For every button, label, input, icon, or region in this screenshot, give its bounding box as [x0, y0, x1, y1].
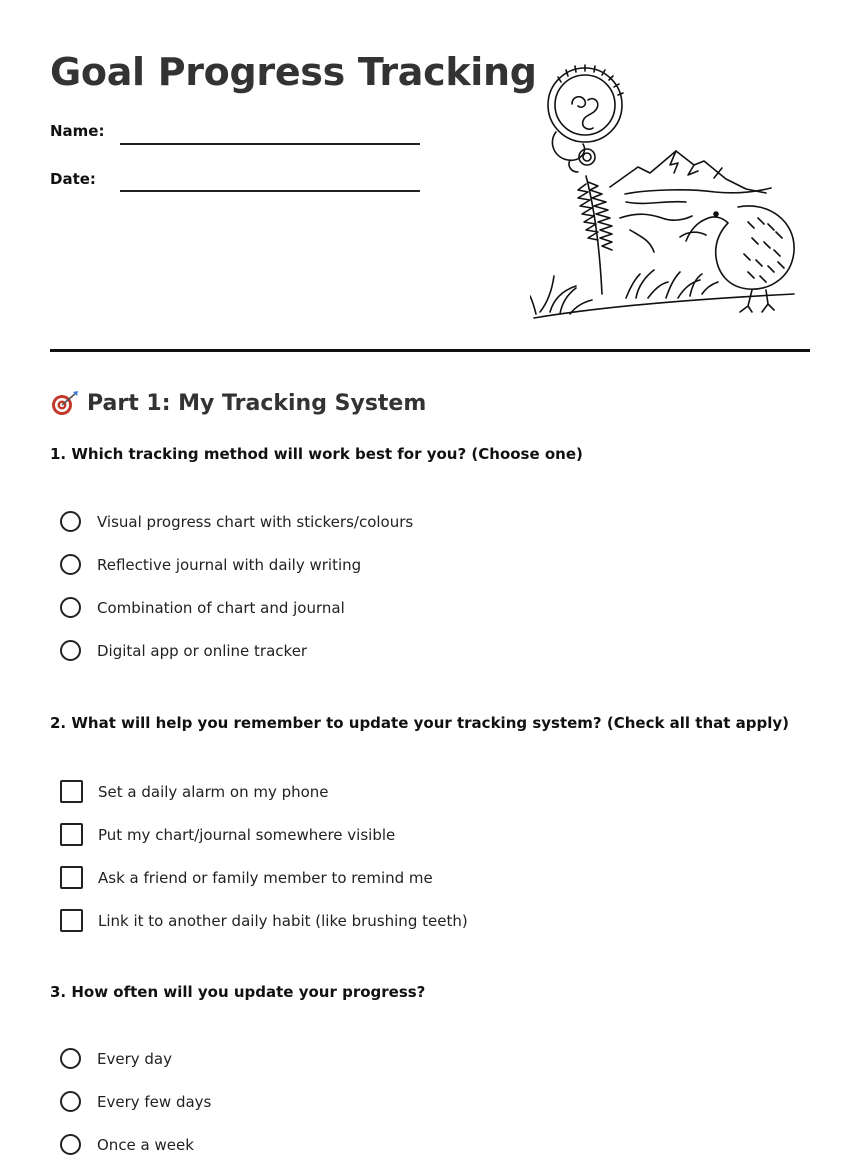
- q2-option-2[interactable]: [60, 823, 395, 846]
- option-label: Ask a friend or family member to remind me: [98, 868, 433, 887]
- option-label: Digital app or online tracker: [97, 641, 308, 660]
- option-label: Put my chart/journal somewhere visible: [98, 825, 396, 844]
- option-label: Combination of chart and journal: [97, 598, 345, 617]
- radio-button[interactable]: [60, 1048, 81, 1069]
- part1-title: [50, 390, 426, 416]
- q3-option-3[interactable]: [60, 1134, 194, 1155]
- option-label: Reflective journal with daily writing: [97, 555, 362, 574]
- q1-option-4[interactable]: [60, 640, 307, 661]
- q1-option-3[interactable]: [60, 597, 345, 618]
- date-label: Date:: [50, 170, 96, 188]
- q1-option-2[interactable]: [60, 554, 361, 575]
- kiwi-mountains-illustration: [530, 62, 802, 324]
- checkbox[interactable]: [60, 823, 83, 846]
- checkbox[interactable]: [60, 780, 83, 803]
- koru-icon: [548, 65, 623, 172]
- name-field[interactable]: [120, 143, 420, 145]
- q2-option-4[interactable]: [60, 909, 468, 932]
- radio-button[interactable]: [60, 554, 81, 575]
- q2-option-3[interactable]: [60, 866, 433, 889]
- q3-option-1[interactable]: [60, 1048, 172, 1069]
- part1-title-text: Part 1: My Tracking System: [87, 390, 427, 416]
- q1-option-1[interactable]: [60, 511, 413, 532]
- section-divider: [50, 349, 810, 352]
- q2-option-1[interactable]: [60, 780, 329, 803]
- radio-button[interactable]: [60, 1134, 81, 1155]
- option-label: Once a week: [97, 1135, 194, 1154]
- name-label: Name:: [50, 122, 105, 140]
- question-3: 3. How often will you update your progress?: [50, 983, 426, 1001]
- date-field[interactable]: [120, 190, 420, 192]
- option-label: Every few days: [97, 1092, 212, 1111]
- option-label: Link it to another daily habit (like brushing teeth): [98, 911, 468, 930]
- fern-icon: [578, 176, 612, 294]
- radio-button[interactable]: [60, 1091, 81, 1112]
- mountains-icon: [610, 151, 771, 252]
- radio-button[interactable]: [60, 640, 81, 661]
- grass-icon: [530, 270, 794, 318]
- question-2: 2. What will help you remember to update your tracking system? (Check all that apply): [50, 714, 790, 732]
- question-1: 1. Which tracking method will work best for you? (Choose one): [50, 445, 583, 463]
- kiwi-bird-icon: [686, 206, 794, 312]
- checkbox[interactable]: [60, 909, 83, 932]
- radio-button[interactable]: [60, 597, 81, 618]
- radio-button[interactable]: [60, 511, 81, 532]
- option-label: Visual progress chart with stickers/colours: [97, 512, 414, 531]
- checkbox[interactable]: [60, 866, 83, 889]
- q3-option-2[interactable]: [60, 1091, 211, 1112]
- target-dart-icon: [50, 390, 80, 416]
- page-title: Goal Progress Tracking: [50, 50, 537, 94]
- option-label: Every day: [97, 1049, 172, 1068]
- option-label: Set a daily alarm on my phone: [98, 782, 329, 801]
